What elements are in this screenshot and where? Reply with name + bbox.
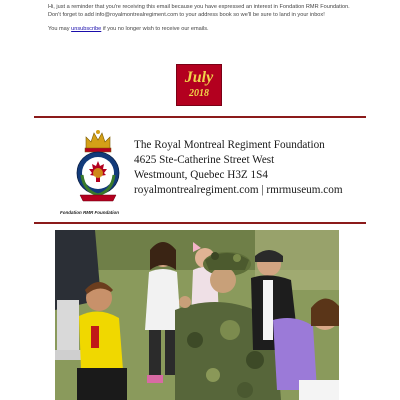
org-street: 4625 Ste-Catherine Street West — [134, 154, 275, 166]
regimental-crest-icon — [74, 127, 122, 205]
unsubscribe-line — [48, 25, 358, 33]
unsubscribe-link[interactable]: unsubscribe — [71, 26, 102, 32]
unsubscribe-prefix: You may — [48, 26, 70, 32]
event-photo — [55, 230, 339, 400]
issue-month: July — [184, 69, 214, 86]
org-web: royalmontrealregiment.com | rmrmuseum.com — [134, 184, 343, 196]
issue-badge — [176, 64, 222, 106]
header-divider-bottom — [34, 222, 366, 224]
issue-year: 2018 — [189, 88, 209, 99]
reminder-text: Hi, just a reminder that you're receiving this email because you have expressed an interest in Fondation RMR Foundation. Don't forget to add info@royalmontrealregiment.com to your address book so we'll be sure to land in your inbox! — [48, 4, 350, 18]
org-name: The Royal Montreal Regiment Foundation — [134, 139, 325, 151]
unsubscribe-suffix: if you no longer wish to receive our emails. — [102, 26, 209, 32]
org-address-block — [134, 138, 374, 198]
org-city: Westmount, Quebec H3Z 1S4 — [134, 169, 268, 181]
crest-caption: Fondation RMR Foundation — [60, 210, 119, 215]
header-divider-top — [34, 116, 366, 118]
preheader — [48, 3, 358, 39]
